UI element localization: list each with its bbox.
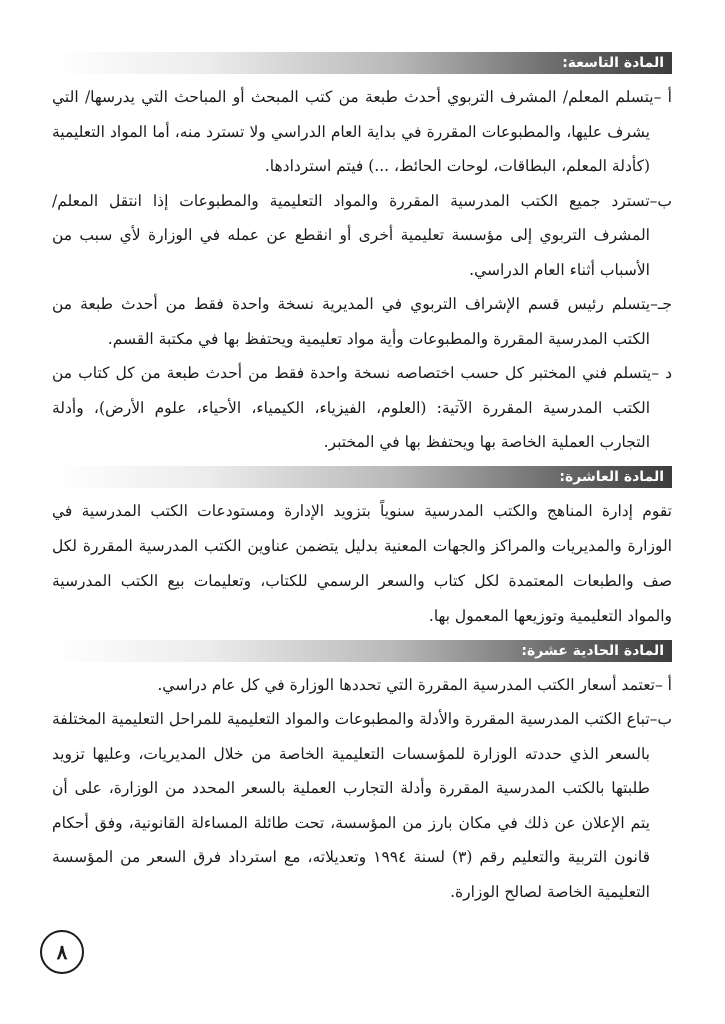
list-item: ب–تسترد جميع الكتب المدرسية المقررة والمواد التعليمية والمطبوعات إذا انتقل المعلم/ المشرف التربوي إلى مؤسسة تعليمية أخرى أو انقطع عن عمله في الوزارة لأي سبب من الأسباب أثناء العام الدراسي.: [52, 191, 672, 279]
article-10: [52, 466, 672, 634]
section-heading: المادة العاشرة:: [559, 468, 664, 485]
article-11: [52, 640, 672, 910]
list-item: جـ–يتسلم رئيس قسم الإشراف التربوي في المديرية نسخة واحدة فقط من أحدث طبعة من الكتب المدرسية المقررة والمطبوعات وأية مواد تعليمية ويحتفظ بها في مكتبة القسم.: [52, 295, 672, 348]
list-item: ب–تباع الكتب المدرسية المقررة والأدلة والمطبوعات والمواد التعليمية للمراحل التعليمية المختلفة بالسعر الذي حددته الوزارة للمؤسسات التعليمية الخاصة من خلال المديريات، وعليها تزويد طلبتها بالكتب المدرسية المقررة وأدلة التجارب العملية بالسعر المحدد من الوزارة، على أن يتم الإعلان عن ذلك في مكان بارز من المؤسسة، تحت طائلة المساءلة القانونية، وفق أحكام قانون التربية والتعليم رقم (٣) لسنة ١٩٩٤ وتعديلاته، مع استرداد فرق السعر من المؤسسة التعليمية الخاصة لصالح الوزارة.: [52, 710, 672, 901]
section-heading-bar: [52, 466, 672, 488]
list-item: أ –تعتمد أسعار الكتب المدرسية المقررة التي تحددها الوزارة في كل عام دراسي.: [157, 675, 672, 694]
section-heading: المادة الحادية عشرة:: [521, 642, 664, 659]
paragraph: تقوم إدارة المناهج والكتب المدرسية سنوياً بتزويد الإدارة ومستودعات الكتب المدرسية في الوزارة والمديريات والمراكز والجهات المعنية بدليل يتضمن عناوين الكتب المدرسية المقررة لكل صف والطبعات المعتمدة لكل كتاب والسعر الرسمي للكتاب، وتعليمات بيع الكتب المدرسية والمواد التعليمية وتوزيعها المعمول بها.: [52, 501, 672, 625]
page-number: ٨: [40, 930, 84, 974]
section-heading-bar: [52, 640, 672, 662]
list-item: أ –يتسلم المعلم/ المشرف التربوي أحدث طبعة من كتب المبحث أو المباحث التي يدرسها/ التي يشرف عليها، والمطبوعات المقررة في بداية العام الدراسي ولا تسترد منه، أما المواد التعليمية (كأدلة المعلم، البطاقات، لوحات الحائط، ...) فيتم استردادها.: [52, 88, 672, 175]
list-item: د –يتسلم فني المختبر كل حسب اختصاصه نسخة واحدة فقط من أحدث طبعة من كل كتاب من الكتب المدرسية المقررة الآتية: (العلوم، الفيزياء، الكيمياء، الأحياء، علوم الأرض)، وأدلة التجارب العملية الخاصة بها ويحتفظ بها في المختبر.: [52, 364, 672, 451]
article-9: [52, 52, 672, 460]
section-heading-bar: [52, 52, 672, 74]
section-heading: المادة التاسعة:: [562, 55, 664, 71]
document-page: [52, 48, 672, 915]
